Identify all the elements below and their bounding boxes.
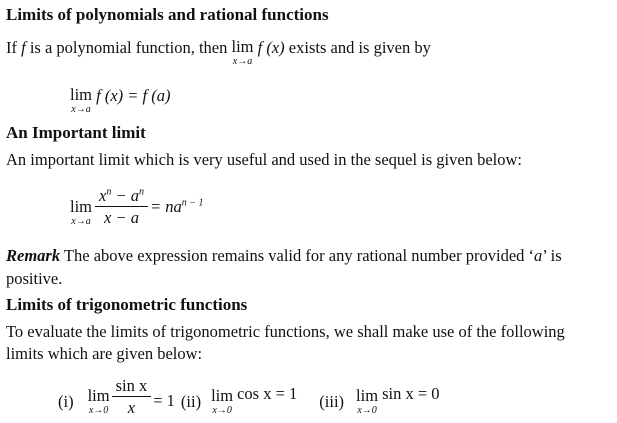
num-x: x xyxy=(99,186,107,205)
item-ii-label: (ii) xyxy=(180,391,202,411)
limit-result xyxy=(150,197,204,217)
lim-word: lim xyxy=(231,37,254,56)
item-iii-label: (iii) xyxy=(319,391,345,411)
formula-polynomial-limit xyxy=(70,86,171,115)
fraction-numerator xyxy=(95,186,148,207)
limit-operator xyxy=(70,198,92,227)
sinx: sin x xyxy=(115,376,148,395)
lim-subscript: x→a xyxy=(71,216,91,227)
important-limit-text: An important limit which is very useful and used in the sequel is given below: xyxy=(6,150,522,169)
lim-word: lim xyxy=(211,386,234,405)
sin-limit: sin x = 0 xyxy=(382,383,440,403)
equals-one: = 1 xyxy=(153,390,175,410)
text-fragment: exists and is given by xyxy=(284,38,431,57)
item-i-label: (i) xyxy=(58,391,74,411)
lim-subscript: x→a xyxy=(71,104,91,115)
limit-operator xyxy=(356,387,378,416)
formula-important-limit xyxy=(70,186,204,227)
heading-trig-limits: Limits of trigonometric functions xyxy=(6,295,248,314)
text-fragment: If xyxy=(6,38,22,57)
fraction-numerator xyxy=(112,376,152,397)
lim-word: lim xyxy=(356,386,379,405)
result-exponent: n − 1 xyxy=(181,197,204,208)
num-exponent: n xyxy=(106,186,112,198)
remark-text: The above expression remains valid for any rational number provided ‘ xyxy=(60,246,535,265)
lim-subscript: x→0 xyxy=(212,405,232,416)
fa-expression: = f (a) xyxy=(127,86,171,105)
sinx-over-x-fraction xyxy=(112,376,152,417)
num-minus-a: − a xyxy=(111,186,139,205)
fx-expression: f (x) xyxy=(96,86,124,105)
result-base: = na xyxy=(149,196,182,216)
trig-text-line-2: limits which are given below: xyxy=(6,344,203,363)
lim-word: lim xyxy=(87,386,110,405)
fraction xyxy=(95,186,148,227)
num-exponent: n xyxy=(138,186,144,198)
lim-subscript: x→a xyxy=(232,56,253,67)
polynomial-statement xyxy=(6,38,431,67)
fx-expression: f (x) xyxy=(257,38,285,57)
limit-operator xyxy=(88,387,110,416)
limit-operator xyxy=(70,86,92,115)
lim-word: lim xyxy=(70,197,93,216)
trig-limits-row xyxy=(58,376,440,417)
remark-text: ’ is xyxy=(542,246,562,265)
inline-limit xyxy=(231,38,253,67)
remark-a: a xyxy=(534,246,543,265)
remark-line-1 xyxy=(6,246,562,266)
fraction-denominator: x xyxy=(127,398,136,417)
fraction-denominator: x − a xyxy=(104,208,139,227)
remark-line-2: positive. xyxy=(6,269,63,288)
text-fragment: is a polynomial function, then xyxy=(25,38,232,57)
remark-label: Remark xyxy=(6,246,61,265)
cos-limit: cos x = 1 xyxy=(237,383,298,403)
limit-operator xyxy=(211,387,233,416)
trig-text-line-1: To evaluate the limits of trigonometric functions, we shall make use of the following xyxy=(6,322,565,341)
lim-subscript: x→0 xyxy=(88,405,109,416)
lim-word: lim xyxy=(70,85,93,104)
lim-subscript: x→0 xyxy=(357,405,377,416)
heading-important-limit: An Important limit xyxy=(6,123,146,142)
heading-polynomials: Limits of polynomials and rational functions xyxy=(6,5,329,24)
function-f: f xyxy=(21,38,26,57)
